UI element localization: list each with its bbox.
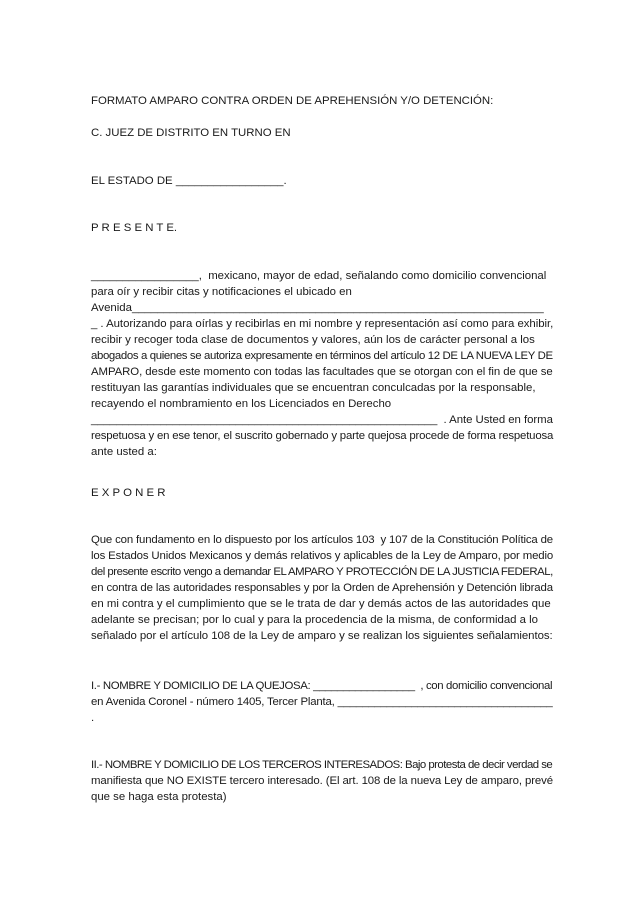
body-line: en contra de las autoridades responsables y por la Orden de Aprehensión y Detención librada	[91, 582, 553, 594]
body-line: Que con fundamento en lo dispuesto por los artículos 103 y 107 de la Constitución Política de	[91, 534, 553, 546]
addressee-state	[91, 173, 553, 189]
document-title	[91, 93, 553, 109]
addressee-line-1: C. JUEZ DE DISTRITO EN TURNO EN	[91, 127, 291, 139]
section-2-terceros	[91, 757, 553, 805]
section-1-line: I.- NOMBRE Y DOMICILIO DE LA QUEJOSA: _________________ , con domicilio convencional	[91, 680, 553, 692]
section-2-line: manifiesta que NO EXISTE tercero interesado. (El art. 108 de la nueva Ley de amparo, prevé	[91, 775, 553, 787]
intro-line: recibir y recoger toda clase de documentos y valores, aún los de carácter personal a los	[91, 334, 535, 346]
exponer-text: E X P O N E R	[91, 487, 166, 499]
body-line: en mi contra y el cumplimiento que se le trata de dar y demás actos de las autoridades que	[91, 598, 551, 610]
section-1-quejosa	[91, 678, 553, 726]
intro-line: AMPARO, desde este momento con todas las facultades que se otorgan con el fin de que se	[91, 366, 553, 378]
section-2-line: que se haga esta protesta)	[91, 791, 227, 803]
intro-line: recayendo el nombramiento en los Licenciados en Derecho	[91, 398, 392, 410]
body-paragraph	[91, 532, 553, 644]
intro-paragraph	[91, 268, 553, 460]
intro-line: _ . Autorizando para oírlas y recibirlas en mi nombre y representación así como para exhibir,	[91, 318, 554, 330]
presente-heading	[91, 220, 553, 236]
exponer-heading	[91, 485, 553, 501]
body-line: del presente escrito vengo a demandar EL AMPARO Y PROTECCIÓN DE LA JUSTICIA FEDERAL,	[91, 566, 553, 578]
section-2-line: II.- NOMBRE Y DOMICILIO DE LOS TERCEROS INTERESADOS: Bajo protesta de decir verdad se	[91, 759, 553, 771]
intro-line: _________________, mexicano, mayor de edad, señalando como domicilio convencional	[91, 270, 547, 282]
intro-line: restituyan las garantías individuales que se encuentran conculcadas por la responsable,	[91, 382, 536, 394]
intro-line: _______________________________________________________ . Ante Usted en forma	[91, 414, 553, 426]
body-line: señalado por el artículo 108 de la Ley de amparo y se realizan los siguientes señalamientos:	[91, 630, 553, 642]
section-1-line: en Avenida Coronel - número 1405, Tercer Planta, ___________________________________	[91, 696, 553, 708]
intro-line: abogados a quienes se autoriza expresamente en términos del artículo 12 DE LA NUEVA LEY DE	[91, 350, 553, 362]
addressee-judge	[91, 125, 553, 141]
intro-line: Avenida_________________________________________________________________	[91, 302, 544, 314]
title-text: FORMATO AMPARO CONTRA ORDEN DE APREHENSIÓN Y/O DETENCIÓN:	[91, 95, 494, 107]
section-1-line: .	[91, 712, 95, 724]
intro-line: respetuosa y en ese tenor, el suscrito gobernado y parte quejosa procede de forma respetuosa	[91, 430, 554, 442]
body-line: los Estados Unidos Mexicanos y demás relativos y aplicables de la Ley de Amparo, por medio	[91, 550, 554, 562]
body-line: adelante se precisan; por lo cual y para la procedencia de la misma, de conformidad a lo	[91, 614, 539, 626]
addressee-line-2: EL ESTADO DE _________________.	[91, 175, 287, 187]
intro-line: para oír y recibir citas y notificaciones el ubicado en	[91, 286, 352, 298]
intro-line: ante usted a:	[91, 446, 157, 458]
presente-text: P R E S E N T E.	[91, 222, 178, 234]
